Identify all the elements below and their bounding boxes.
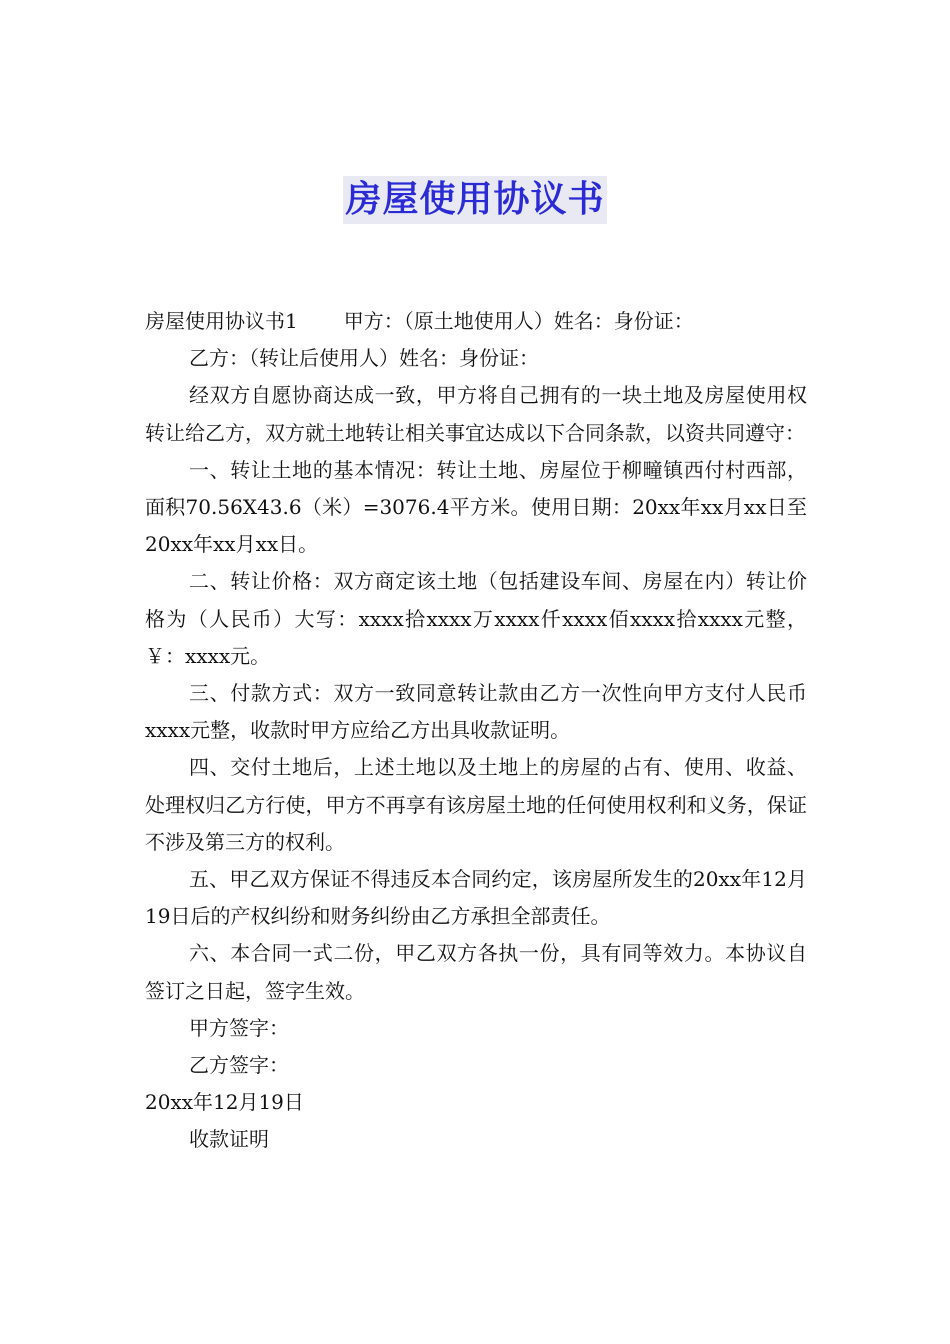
receipt-heading: 收款证明 [189,1127,269,1152]
intro-left: 房屋使用协议书1 [145,309,298,333]
party-b-line: 乙方：（转让后使用人）姓名：身份证： [189,346,539,371]
clause-2-paragraph: 二、转让价格：双方商定该土地（包括建设车间、房屋在内）转让价格为（人民币）大写：xxxx拾xxxx万xxxx仟xxxx佰xxxx拾xxxx元整，￥：xxxx元。 [145,569,807,668]
clause-5-paragraph: 五、甲乙双方保证不得违反本合同约定，该房屋所发生的20xx年12月19日后的产权纠纷和财务纠纷由乙方承担全部责任。 [145,867,807,929]
title-wrapper [0,176,950,224]
clause-1-paragraph: 一、转让土地的基本情况：转让土地、房屋位于柳疃镇西付村西部，面积70.56X43.6（米）=3076.4平方米。使用日期：20xx年xx月xx日至20xx年xx月xx日。 [145,457,807,557]
party-a-line: 甲方：（原土地使用人）姓名：身份证： [343,309,694,333]
clause-4-paragraph: 四、交付土地后，上述土地以及土地上的房屋的占有、使用、收益、处理权归乙方行使，甲方不再享有该房屋土地的任何使用权利和义务，保证不涉及第三方的权利。 [145,755,807,854]
signing-date: 20xx年12月19日 [145,1090,304,1115]
clause-6-paragraph: 六、本合同一式二份，甲乙双方各执一份，具有同等效力。本协议自签订之日起，签字生效。 [145,941,807,1003]
document-body [145,303,807,1159]
preamble-paragraph: 经双方自愿协商达成一致，甲方将自己拥有的一块土地及房屋使用权转让给乙方，双方就土地转让相关事宜达成以下合同条款，以资共同遵守： [145,383,807,445]
party-a-signature: 甲方签字： [189,1015,289,1040]
document-title: 房屋使用协议书 [343,176,606,224]
intro-line [145,303,807,340]
clause-3-paragraph: 三、付款方式：双方一致同意转让款由乙方一次性向甲方支付人民币xxxx元整，收款时甲方应给乙方出具收款证明。 [145,681,807,743]
party-b-signature: 乙方签字： [189,1053,289,1078]
